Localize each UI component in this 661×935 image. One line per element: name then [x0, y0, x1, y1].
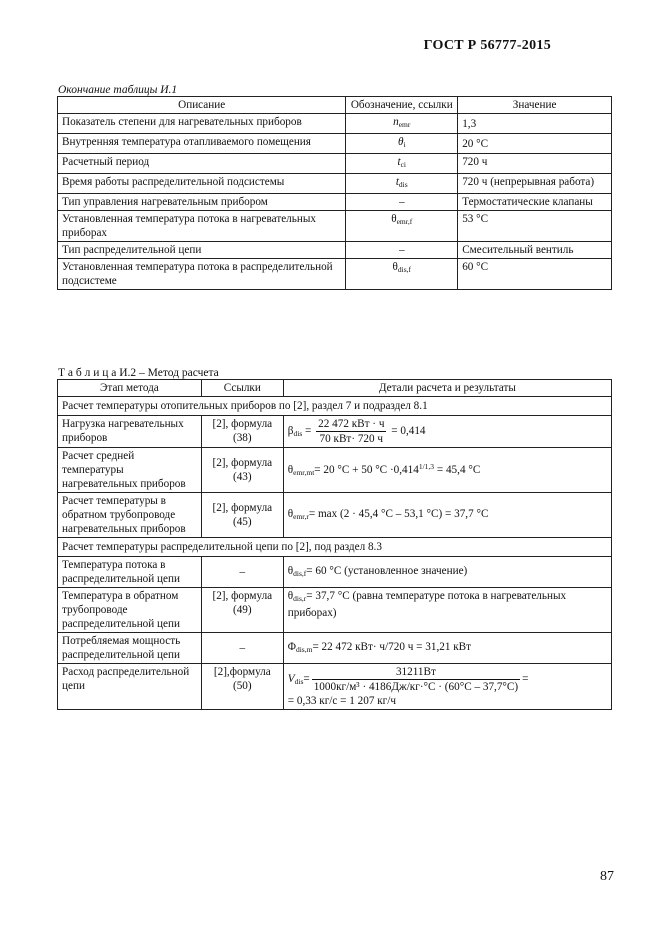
table-row: [58, 211, 612, 242]
col-header-description: Описание: [58, 97, 346, 114]
row-value: 720 ч: [458, 154, 612, 174]
section-row: [58, 538, 612, 557]
row-value: Термостатические клапаны: [458, 194, 612, 211]
row-description: Установленная температура потока в нагревательных приборах: [58, 211, 346, 242]
row-stage: Расчет температуры в обратном трубопроводе нагревательных приборов: [58, 493, 202, 538]
table-row: [58, 154, 612, 174]
table-header-row: [58, 380, 612, 397]
row-formula: $\Phi_{dis,m}= 22$ 472 кВт· ч/720 ч = 31,21 кВт: [283, 633, 611, 664]
table-row: [58, 194, 612, 211]
row-symbol: –: [346, 242, 458, 259]
row-value: 20 °С: [458, 134, 612, 154]
table-row: [58, 114, 612, 134]
row-value: Смесительный вентиль: [458, 242, 612, 259]
row-symbol: $\theta_i$: [346, 134, 458, 154]
row-description: Установленная температура потока в распределительной подсистеме: [58, 259, 346, 290]
row-description: Тип управления нагревательным прибором: [58, 194, 346, 211]
row-description: Тип распределительной цепи: [58, 242, 346, 259]
row-description: Показатель степени для нагревательных приборов: [58, 114, 346, 134]
row-ref: [2],формула (50): [201, 664, 283, 710]
row-symbol: $t_{dis}$: [346, 174, 458, 194]
row-stage: Расчет средней температуры нагревательных приборов: [58, 448, 202, 493]
row-description: Расчетный период: [58, 154, 346, 174]
row-stage: Температура потока в распределительной цепи: [58, 557, 202, 588]
table-row: [58, 416, 612, 448]
col-header-stage: Этап метода: [58, 380, 202, 397]
row-symbol: $\theta_{dis,f}$: [346, 259, 458, 290]
row-value: 1,3: [458, 114, 612, 134]
row-formula: $\theta_{dis,r}= 37,7$ °С (равна температуре потока в нагревательных приборах): [283, 588, 611, 633]
table2-caption: Т а б л и ц а И.2 – Метод расчета: [58, 367, 219, 379]
row-value: 60 °С: [458, 259, 612, 290]
table-row: [58, 664, 612, 710]
section-title: Расчет температуры распределительной цепи по [2], под раздел 8.3: [58, 538, 612, 557]
table-row: [58, 448, 612, 493]
table-row: [58, 174, 612, 194]
table-1: [57, 96, 612, 290]
row-stage: Температура в обратном трубопроводе распределительной цепи: [58, 588, 202, 633]
table1-caption: Окончание таблицы И.1: [58, 84, 178, 96]
col-header-refs: Ссылки: [201, 380, 283, 397]
page-number: 87: [600, 869, 614, 884]
row-stage: Потребляемая мощность распределительной цепи: [58, 633, 202, 664]
row-value: 720 ч (непрерывная работа): [458, 174, 612, 194]
section-title: Расчет температуры отопительных приборов по [2], раздел 7 и подраздел 8.1: [58, 397, 612, 416]
row-stage: Нагрузка нагревательных приборов: [58, 416, 202, 448]
row-ref: [2], формула (49): [201, 588, 283, 633]
row-ref: [2], формула (38): [201, 416, 283, 448]
row-description: Внутренняя температура отапливаемого помещения: [58, 134, 346, 154]
row-formula: $\beta_{dis}$ = $\frac{\text{22 472 кВт · ч}}{\text{70 кВт· 720 ч}}$ = 0,414: [283, 416, 611, 448]
table-row: [58, 134, 612, 154]
row-formula: $\theta_{emr,r}= \max (2 \cdot 45,4$ °С – 53,1 °С) = 37,7 °С: [283, 493, 611, 538]
col-header-details: Детали расчета и результаты: [283, 380, 611, 397]
row-formula: $V_{dis}=$ $\frac{31211Вт}{\text{1000кг/м³ · 4186Дж/кг·°С · (60°С – 37,7°С)}}$ = = 0,33 кг/с = 1 207 кг/ч: [283, 664, 611, 710]
row-symbol: $n_{emr}$: [346, 114, 458, 134]
row-formula: $\theta_{emr,mt}= 20$ °С + 50 $^\circ С \cdot 0,414^{1/1,3} = 45,4$ °С: [283, 448, 611, 493]
table-row: [58, 242, 612, 259]
table-row: [58, 259, 612, 290]
section-row: [58, 397, 612, 416]
table-header-row: [58, 97, 612, 114]
document-header: ГОСТ Р 56777-2015: [423, 38, 551, 53]
row-symbol: $\theta_{emr,f}$: [346, 211, 458, 242]
row-value: 53 °С: [458, 211, 612, 242]
table-row: [58, 633, 612, 664]
table-row: [58, 588, 612, 633]
row-formula: $\theta_{dis,f}= 60$ °С (установленное значение): [283, 557, 611, 588]
table-row: [58, 493, 612, 538]
row-ref: –: [201, 557, 283, 588]
table-row: [58, 557, 612, 588]
col-header-value: Значение: [458, 97, 612, 114]
col-header-symbol: Обозначение, ссылки: [346, 97, 458, 114]
table-2: [57, 379, 612, 710]
row-symbol: $t_{ci}$: [346, 154, 458, 174]
row-stage: Расход распределительной цепи: [58, 664, 202, 710]
row-ref: –: [201, 633, 283, 664]
row-ref: [2], формула (43): [201, 448, 283, 493]
row-ref: [2], формула (45): [201, 493, 283, 538]
row-description: Время работы распределительной подсистемы: [58, 174, 346, 194]
row-symbol: –: [346, 194, 458, 211]
